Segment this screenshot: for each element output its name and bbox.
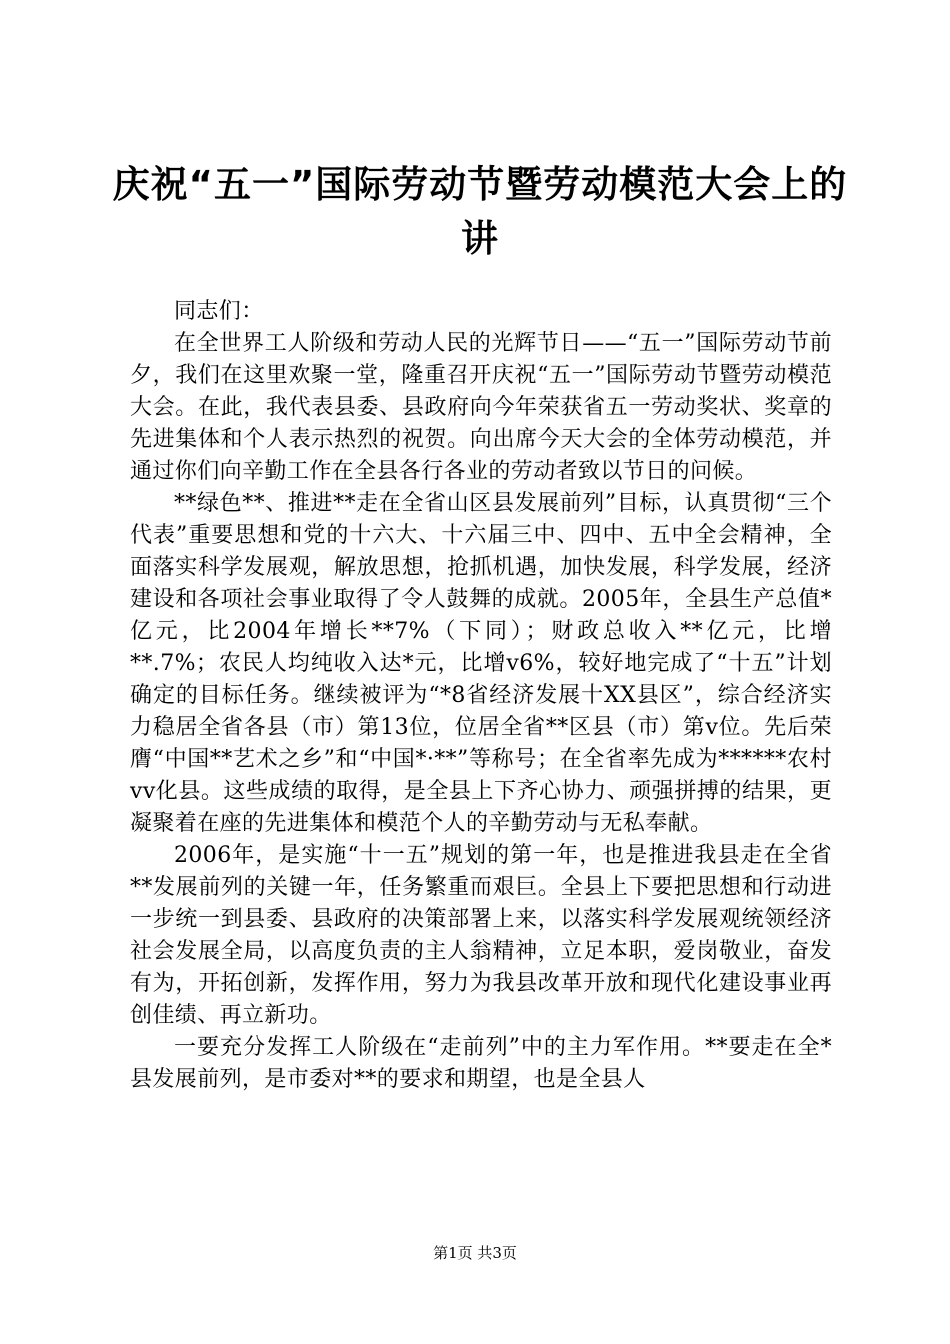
document-title: 庆祝“五一”国际劳动节暨劳动模范大会上的讲	[112, 163, 848, 260]
page-number-footer: 第1页 共3页	[433, 1244, 517, 1262]
paragraph-3: 2006年，是实施“十一五”规划的第一年，也是推进我县走在全省**发展前列的关键一年，任务繁重而艰巨。全县上下要把思想和行动进一步统一到县委、县政府的决策部署上来，以落实科学发展观统领经济社会发展全局，以高度负责的主人翁精神，立足本职，爱岗敬业，奋发有为，开拓创新，发挥作用，努力为我县改革开放和现代化建设事业再创佳绩、再立新功。	[130, 843, 832, 1028]
document-body	[130, 296, 832, 1096]
paragraph-2: **绿色**、推进**走在全省山区县发展前列”目标，认真贯彻“三个代表”重要思想和党的十六大、十六届三中、四中、五中全会精神，全面落实科学发展观，解放思想，抢抓机遇，加快发展，科学发展，经济建设和各项社会事业取得了令人鼓舞的成就。2005年，全县生产总值*亿元，比2004年增长**7%（下同）；财政总收入**亿元，比增**.7%；农民人均纯收入达*元，比增v6%，较好地完成了“十五”计划确定的目标任务。继续被评为“*8省经济发展十XX县区”，综合经济实力稳居全省各县（市）第13位，位居全省**区县（市）第v位。先后荣膺“中国**艺术之乡”和“中国*·**”等称号；在全省率先成为******农村vv化县。这些成绩的取得，是全县上下齐心协力、顽强拼搏的结果，更凝聚着在座的先进集体和模范个人的辛勤劳动与无私奉献。	[130, 491, 832, 836]
salutation: 同志们：	[174, 299, 264, 324]
paragraph-4: 一要充分发挥工人阶级在“走前列”中的主力军作用。**要走在全*县发展前列，是市委对**的要求和期望，也是全县人	[130, 1035, 832, 1092]
paragraph-1: 在全世界工人阶级和劳动人民的光辉节日——“五一”国际劳动节前夕，我们在这里欢聚一堂，隆重召开庆祝“五一”国际劳动节暨劳动模范大会。在此，我代表县委、县政府向今年荣获省五一劳动奖状、奖章的先进集体和个人表示热烈的祝贺。向出席今天大会的全体劳动模范，并通过你们向辛勤工作在全县各行各业的劳动者致以节日的问候。	[130, 331, 832, 484]
